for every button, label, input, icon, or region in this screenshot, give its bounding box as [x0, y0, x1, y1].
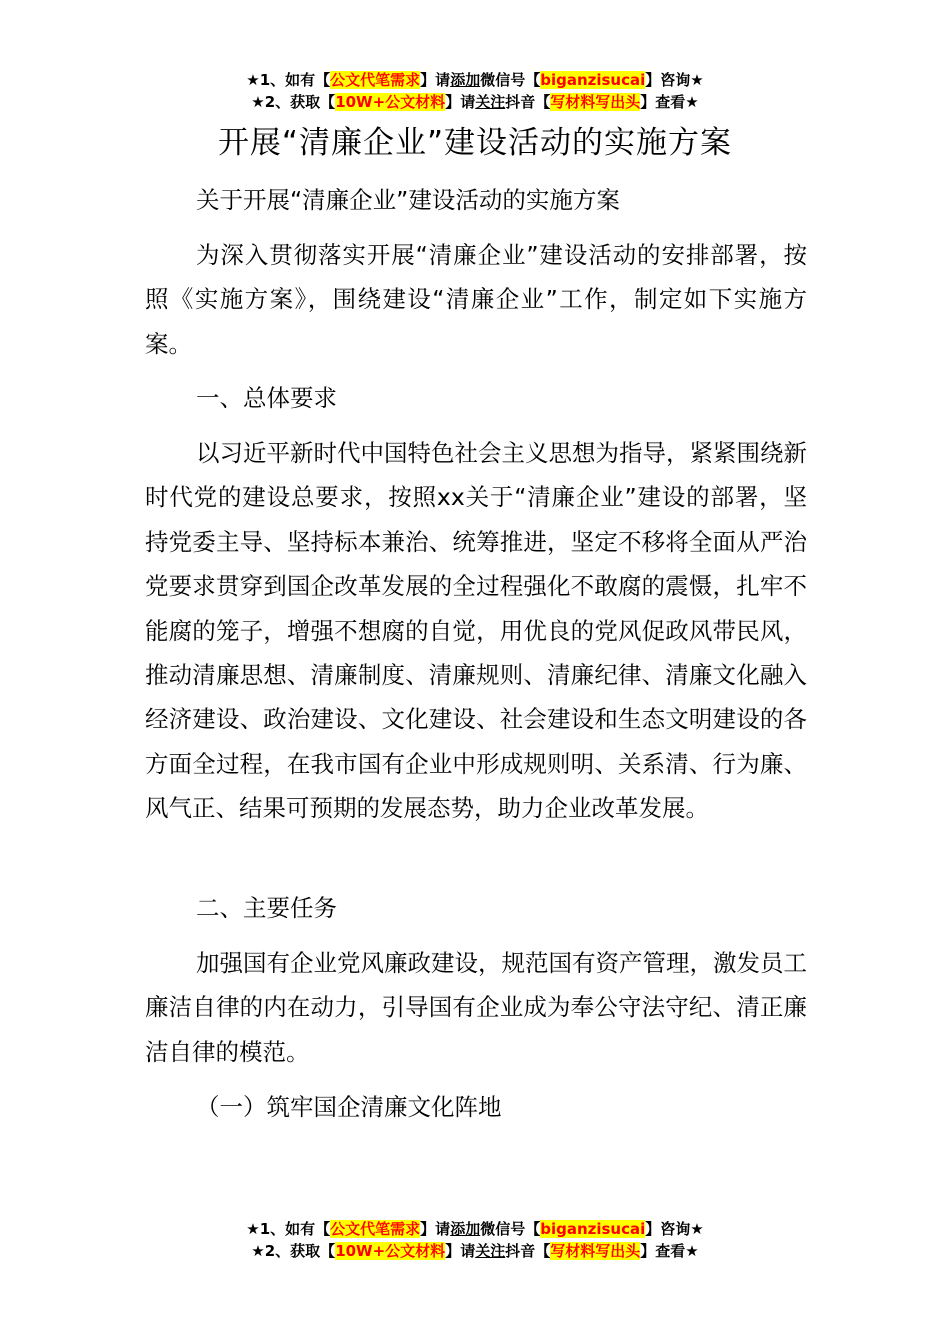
- promo-text: 微信号【: [480, 1220, 541, 1238]
- promo-text: ★1、如有【: [246, 1220, 331, 1238]
- subsection-heading-1: （一）筑牢国企清廉文化阵地: [196, 1093, 502, 1121]
- promo-emphasis: 关注: [475, 93, 506, 111]
- promo-text: 】请: [420, 71, 451, 89]
- section-2-paragraph: 加强国有企业党风廉政建设，规范国有资产管理，激发员工廉洁自律的内在动力，引导国有企业成为奉公守法守纪、清正廉洁自律的模范。: [145, 949, 807, 1066]
- promo-douyin-id: 写材料写出头: [550, 93, 641, 111]
- promo-text: 】咨询★: [645, 1220, 704, 1238]
- promo-emphasis: 关注: [475, 1242, 506, 1260]
- promo-emphasis: 添加: [450, 71, 481, 89]
- promo-text: 】请: [420, 1220, 451, 1238]
- promo-banner-bottom: [0, 1218, 950, 1262]
- promo-text: 】咨询★: [645, 71, 704, 89]
- promo-text: 抖音【: [505, 1242, 551, 1260]
- promo-text: 抖音【: [505, 93, 551, 111]
- promo-line-1: [0, 69, 950, 91]
- promo-line-2: [0, 1240, 950, 1262]
- document-title: 开展“清廉企业”建设活动的实施方案: [217, 125, 733, 161]
- promo-text: 】查看★: [640, 93, 699, 111]
- section-heading-2: 二、主要任务: [196, 894, 337, 922]
- section-1-paragraph: 以习近平新时代中国特色社会主义思想为指导，紧紧围绕新时代党的建设总要求，按照xx关于“清廉企业”建设的部署，坚持党委主导、坚持标本兼治、统筹推进，坚定不移将全面从严治党要求贯穿到国企改革发展的全过程强化不敢腐的震慑，扎牢不能腐的笼子，增强不想腐的自觉，用优良的党风促政风带民风，推动清廉思想、清廉制度、清廉规则、清廉纪律、清廉文化融入经济建设、政治建设、文化建设、社会建设和生态文明建设的各方面全过程，在我市国有企业中形成规则明、关系清、行为廉、风气正、结果可预期的发展态势，助力企业改革发展。: [145, 439, 807, 823]
- promo-line-1: [0, 1218, 950, 1240]
- promo-banner-top: [0, 69, 950, 113]
- promo-text: 】查看★: [640, 1242, 699, 1260]
- document-subtitle: 关于开展“清廉企业”建设活动的实施方案: [196, 186, 620, 214]
- promo-text: 微信号【: [480, 71, 541, 89]
- section-heading-1: 一、总体要求: [196, 384, 337, 412]
- promo-highlight: 公文代笔需求: [330, 71, 421, 89]
- promo-text: 】请: [445, 1242, 476, 1260]
- promo-wechat-id: biganzisucai: [540, 1220, 646, 1238]
- promo-text: ★2、获取【: [251, 93, 336, 111]
- promo-emphasis: 添加: [450, 1220, 481, 1238]
- promo-highlight: 10W+公文材料: [335, 1242, 446, 1260]
- promo-line-2: [0, 91, 950, 113]
- promo-text: 】请: [445, 93, 476, 111]
- promo-douyin-id: 写材料写出头: [550, 1242, 641, 1260]
- promo-highlight: 10W+公文材料: [335, 93, 446, 111]
- promo-wechat-id: biganzisucai: [540, 71, 646, 89]
- promo-highlight: 公文代笔需求: [330, 1220, 421, 1238]
- promo-text: ★2、获取【: [251, 1242, 336, 1260]
- intro-paragraph: 为深入贯彻落实开展“清廉企业”建设活动的安排部署，按照《实施方案》，围绕建设“清廉企业”工作，制定如下实施方案。: [145, 241, 807, 358]
- promo-text: ★1、如有【: [246, 71, 331, 89]
